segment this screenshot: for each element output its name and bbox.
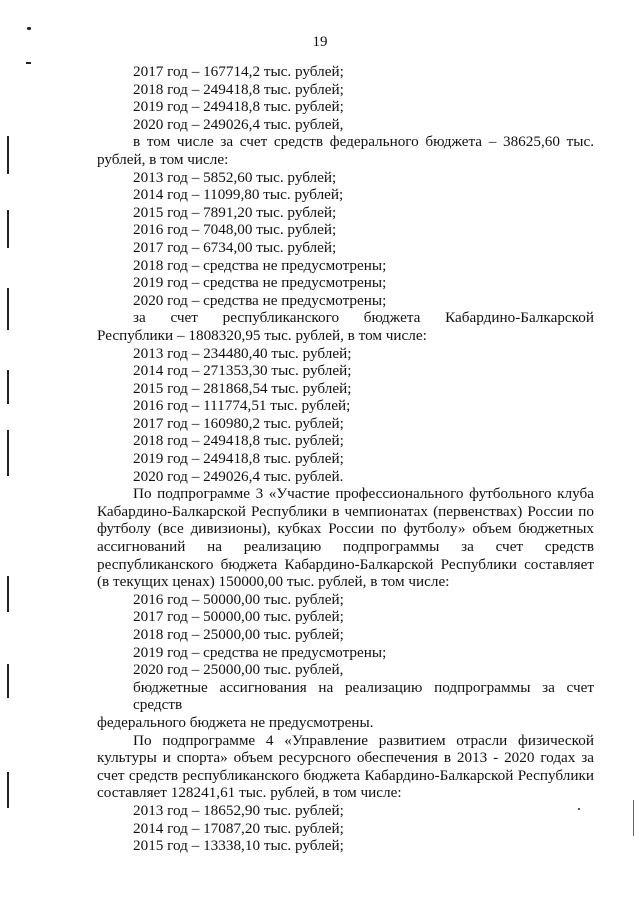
- text-line: 2016 год – 50000,00 тыс. рублей;: [133, 590, 344, 608]
- text-line: 2014 год – 17087,20 тыс. рублей;: [133, 819, 344, 837]
- margin-line-mark: [7, 430, 9, 476]
- margin-line-mark: [7, 370, 9, 404]
- text-line: 2014 год – 11099,80 тыс. рублей;: [133, 186, 344, 204]
- scan-mark: [26, 62, 31, 64]
- text-line: счет средств республиканского бюджета Кабардино-Балкарской Республики: [97, 766, 594, 784]
- document-body: [97, 63, 594, 855]
- text-line: (в текущих ценах) 150000,00 тыс. рублей, в том числе:: [97, 573, 450, 591]
- text-line: футболу (все дивизионы), кубках России по футболу» объем бюджетных: [97, 520, 594, 538]
- text-line: 2013 год – 18652,90 тыс. рублей;: [133, 801, 344, 819]
- text-line: федерального бюджета не предусмотрены.: [97, 713, 374, 731]
- text-line: 2017 год – 167714,2 тыс. рублей;: [133, 63, 344, 80]
- text-line: 2019 год – 249418,8 тыс. рублей;: [133, 450, 344, 468]
- text-line: По подпрограмме 4 «Управление развитием отрасли физической: [133, 731, 594, 749]
- text-line: 2015 год – 7891,20 тыс. рублей;: [133, 203, 337, 221]
- text-line: республиканского бюджета Кабардино-Балкарской Республики составляет: [97, 555, 594, 573]
- text-line: По подпрограмме 3 «Участие профессионального футбольного клуба: [133, 485, 594, 503]
- margin-line-mark: [7, 288, 9, 330]
- text-line: 2014 год – 271353,30 тыс. рублей;: [133, 362, 352, 380]
- text-line: 2017 год – 50000,00 тыс. рублей;: [133, 608, 344, 626]
- text-line: Кабардино-Балкарской Республики в чемпионатах (первенствах) России по: [97, 502, 594, 520]
- text-line: 2019 год – средства не предусмотрены;: [133, 274, 387, 292]
- text-line: 2017 год – 160980,2 тыс. рублей;: [133, 414, 344, 432]
- text-line: 2016 год – 111774,51 тыс. рублей;: [133, 397, 351, 415]
- text-line: за счет республиканского бюджета Кабардино-Балкарской: [133, 309, 594, 327]
- text-line: в том числе за счет средств федерального бюджета – 38625,60 тыс.: [133, 133, 594, 151]
- text-line: 2018 год – средства не предусмотрены;: [133, 256, 387, 274]
- text-line: культуры и спорта» объем ресурсного обеспечения в 2013 - 2020 годах за: [97, 749, 594, 767]
- scan-mark: [27, 27, 31, 30]
- margin-line-mark: [7, 136, 9, 174]
- text-line: 2017 год – 6734,00 тыс. рублей;: [133, 238, 337, 256]
- text-line: 2020 год – 249026,4 тыс. рублей.: [133, 467, 344, 485]
- margin-line-mark: [7, 210, 9, 248]
- text-line: 2018 год – 249418,8 тыс. рублей;: [133, 80, 344, 98]
- text-line: 2020 год – средства не предусмотрены;: [133, 291, 387, 309]
- text-line: ассигнований на реализацию подпрограммы за счет средств: [97, 538, 594, 556]
- text-line: составляет 128241,61 тыс. рублей, в том числе:: [97, 784, 402, 802]
- text-line: Республики – 1808320,95 тыс. рублей, в том числе:: [97, 326, 427, 344]
- margin-line-mark: [7, 664, 9, 698]
- text-line: 2020 год – 25000,00 тыс. рублей,: [133, 661, 344, 679]
- text-line: бюджетные ассигнования на реализацию подпрограммы за счет средств: [133, 678, 594, 714]
- text-line: 2020 год – 249026,4 тыс. рублей,: [133, 115, 344, 133]
- text-line: 2015 год – 281868,54 тыс. рублей;: [133, 379, 352, 397]
- page-number: 19: [312, 34, 328, 50]
- text-line: 2018 год – 249418,8 тыс. рублей;: [133, 432, 344, 450]
- text-line: 2015 год – 13338,10 тыс. рублей;: [133, 837, 344, 855]
- text-line: 2018 год – 25000,00 тыс. рублей;: [133, 626, 344, 643]
- text-line: 2019 год – средства не предусмотрены;: [133, 643, 387, 661]
- text-line: рублей, в том числе:: [97, 150, 229, 168]
- margin-line-mark: [7, 772, 9, 808]
- edge-line-mark: [633, 800, 634, 836]
- text-line: 2013 год – 234480,40 тыс. рублей;: [133, 344, 352, 362]
- text-line: 2013 год – 5852,60 тыс. рублей;: [133, 168, 337, 186]
- margin-line-mark: [7, 576, 9, 612]
- text-line: 2016 год – 7048,00 тыс. рублей;: [133, 221, 337, 239]
- text-line: 2019 год – 249418,8 тыс. рублей;: [133, 98, 344, 116]
